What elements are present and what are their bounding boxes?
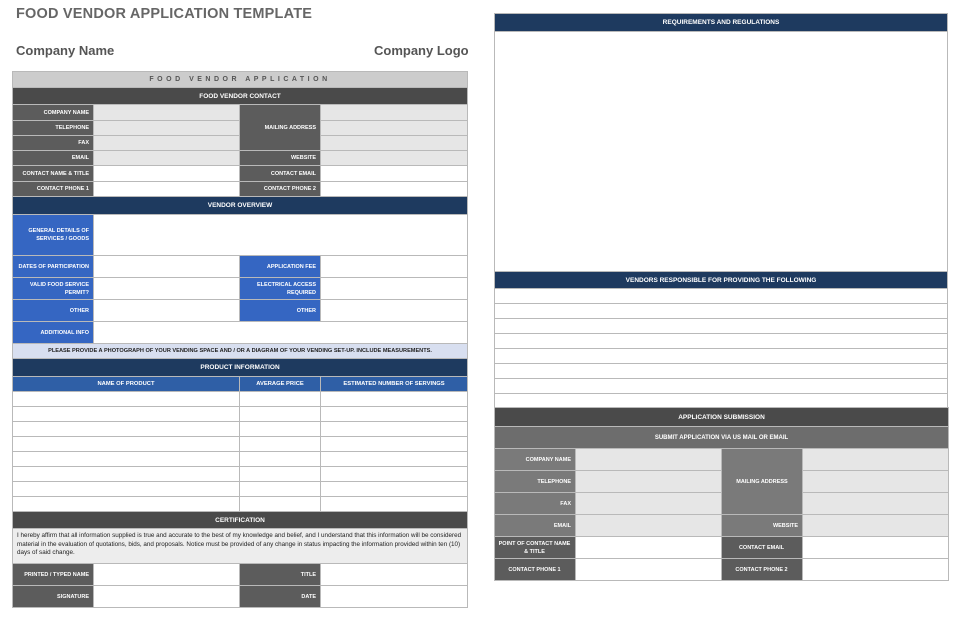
certification-text: I hereby affirm that all information supplied is true and accurate to the best of my knowledge and belief, and I understand that this information will be considered material in the evaluation of quotations, bids, and proposals. Notice must be provided of any change in status impacting the information provided within ten (10) days of said change.: [13, 529, 468, 564]
product-servings-cell[interactable]: [321, 407, 468, 422]
printed-name-field[interactable]: [94, 564, 240, 586]
vendor-responsibility-row[interactable]: [495, 349, 948, 364]
product-row: [13, 392, 468, 407]
company-name-placeholder[interactable]: Company Name: [16, 43, 115, 58]
additional-info-label: ADDITIONAL INFO: [13, 322, 94, 344]
printed-name-label: PRINTED / TYPED NAME: [13, 564, 94, 586]
contact-email-label: CONTACT EMAIL: [240, 166, 321, 182]
product-name-cell[interactable]: [13, 392, 240, 407]
date-label: DATE: [240, 586, 321, 608]
point-of-contact-field[interactable]: [576, 537, 722, 559]
title-field[interactable]: [321, 564, 468, 586]
product-price-cell[interactable]: [240, 497, 321, 512]
general-details-label: GENERAL DETAILS OF SERVICES / GOODS: [13, 215, 94, 256]
contact-email-field[interactable]: [321, 166, 468, 182]
electrical-access-label: ELECTRICAL ACCESS REQUIRED: [240, 278, 321, 300]
product-name-cell[interactable]: [13, 452, 240, 467]
product-name-cell[interactable]: [13, 467, 240, 482]
submission-telephone-field[interactable]: [576, 471, 722, 493]
form-banner: FOOD VENDOR APPLICATION: [13, 72, 468, 88]
title-label: TITLE: [240, 564, 321, 586]
submission-contact-email-field[interactable]: [803, 537, 949, 559]
email-label: EMAIL: [13, 151, 94, 166]
product-row: [13, 452, 468, 467]
submission-contact-phone-1-field[interactable]: [576, 559, 722, 581]
submission-contact-email-label: CONTACT EMAIL: [722, 537, 803, 559]
submission-mailing-address-field-2[interactable]: [803, 471, 949, 493]
submission-fax-field[interactable]: [576, 493, 722, 515]
product-name-cell[interactable]: [13, 422, 240, 437]
application-submission-section: [494, 407, 949, 581]
company-logo-placeholder[interactable]: Company Logo: [374, 43, 469, 58]
product-price-cell[interactable]: [240, 467, 321, 482]
submission-company-name-field[interactable]: [576, 449, 722, 471]
submission-mailing-address-field-3[interactable]: [803, 493, 949, 515]
submission-email-label: EMAIL: [495, 515, 576, 537]
requirements-header: REQUIREMENTS AND REGULATIONS: [495, 14, 948, 32]
submission-company-name-label: COMPANY NAME: [495, 449, 576, 471]
contact-phone-1-field[interactable]: [94, 182, 240, 197]
date-field[interactable]: [321, 586, 468, 608]
submission-mailing-address-label: MAILING ADDRESS: [722, 449, 803, 515]
product-row: [13, 482, 468, 497]
product-name-cell[interactable]: [13, 497, 240, 512]
vendor-overview-header: VENDOR OVERVIEW: [13, 197, 468, 215]
submission-contact-phone-1-label: CONTACT PHONE 1: [495, 559, 576, 581]
product-servings-cell[interactable]: [321, 482, 468, 497]
product-name-cell[interactable]: [13, 407, 240, 422]
electrical-access-field[interactable]: [321, 278, 468, 300]
company-name-label: COMPANY NAME: [13, 105, 94, 121]
submission-mailing-address-field-1[interactable]: [803, 449, 949, 471]
company-name-field[interactable]: [94, 105, 240, 121]
product-servings-cell[interactable]: [321, 497, 468, 512]
submission-fax-label: FAX: [495, 493, 576, 515]
product-name-cell[interactable]: [13, 482, 240, 497]
fax-field[interactable]: [94, 136, 240, 151]
product-row: [13, 422, 468, 437]
other-field-2[interactable]: [321, 300, 468, 322]
application-fee-field[interactable]: [321, 256, 468, 278]
certification-header: CERTIFICATION: [13, 512, 468, 529]
fax-label: FAX: [13, 136, 94, 151]
vendor-responsibility-row[interactable]: [495, 304, 948, 319]
photo-note: PLEASE PROVIDE A PHOTOGRAPH OF YOUR VENDING SPACE AND / OR A DIAGRAM OF YOUR VENDING SET-UP. INCLUDE MEASUREMENTS.: [13, 344, 468, 359]
contact-phone-2-field[interactable]: [321, 182, 468, 197]
dates-participation-label: DATES OF PARTICIPATION: [13, 256, 94, 278]
product-price-cell[interactable]: [240, 437, 321, 452]
column-header-servings: ESTIMATED NUMBER OF SERVINGS: [321, 377, 468, 392]
dates-participation-field[interactable]: [94, 256, 240, 278]
submission-website-field[interactable]: [803, 515, 949, 537]
vendors-responsible-header: VENDORS RESPONSIBLE FOR PROVIDING THE FOLLOWING: [495, 272, 948, 289]
product-information-header: PRODUCT INFORMATION: [13, 359, 468, 377]
submission-email-field[interactable]: [576, 515, 722, 537]
requirements-field[interactable]: [495, 32, 948, 272]
website-field[interactable]: [321, 151, 468, 166]
signature-label: SIGNATURE: [13, 586, 94, 608]
submission-website-label: WEBSITE: [722, 515, 803, 537]
contact-phone-1-label: CONTACT PHONE 1: [13, 182, 94, 197]
valid-permit-label: VALID FOOD SERVICE PERMIT?: [13, 278, 94, 300]
product-price-cell[interactable]: [240, 392, 321, 407]
product-servings-cell[interactable]: [321, 422, 468, 437]
other-field-1[interactable]: [94, 300, 240, 322]
column-header-product: NAME OF PRODUCT: [13, 377, 240, 392]
product-row: [13, 407, 468, 422]
signature-field[interactable]: [94, 586, 240, 608]
submit-note: SUBMIT APPLICATION VIA US MAIL OR EMAIL: [495, 427, 949, 449]
website-label: WEBSITE: [240, 151, 321, 166]
product-price-cell[interactable]: [240, 407, 321, 422]
vendor-responsibility-row[interactable]: [495, 364, 948, 379]
submission-header: APPLICATION SUBMISSION: [495, 408, 949, 427]
additional-info-field[interactable]: [94, 322, 468, 344]
point-of-contact-label: POINT OF CONTACT NAME & TITLE: [495, 537, 576, 559]
vendor-responsibility-row[interactable]: [495, 379, 948, 394]
contact-name-title-field[interactable]: [94, 166, 240, 182]
document-title: FOOD VENDOR APPLICATION TEMPLATE: [16, 6, 313, 22]
product-servings-cell[interactable]: [321, 437, 468, 452]
vendor-contact-header: FOOD VENDOR CONTACT: [13, 88, 468, 105]
telephone-field[interactable]: [94, 121, 240, 136]
submission-contact-phone-2-label: CONTACT PHONE 2: [722, 559, 803, 581]
telephone-label: TELEPHONE: [13, 121, 94, 136]
product-name-cell[interactable]: [13, 437, 240, 452]
product-price-cell[interactable]: [240, 422, 321, 437]
vendor-responsibility-row[interactable]: [495, 319, 948, 334]
contact-phone-2-label: CONTACT PHONE 2: [240, 182, 321, 197]
product-servings-cell[interactable]: [321, 452, 468, 467]
product-servings-cell[interactable]: [321, 467, 468, 482]
food-vendor-application-form: [12, 71, 468, 608]
product-servings-cell[interactable]: [321, 392, 468, 407]
other-label-1: OTHER: [13, 300, 94, 322]
product-price-cell[interactable]: [240, 452, 321, 467]
contact-name-title-label: CONTACT NAME & TITLE: [13, 166, 94, 182]
other-label-2: OTHER: [240, 300, 321, 322]
product-row: [13, 437, 468, 452]
vendor-responsibility-row[interactable]: [495, 289, 948, 304]
requirements-section: [494, 13, 948, 409]
mailing-address-field-3[interactable]: [321, 136, 468, 151]
column-header-price: AVERAGE PRICE: [240, 377, 321, 392]
product-row: [13, 497, 468, 512]
email-field[interactable]: [94, 151, 240, 166]
mailing-address-field-2[interactable]: [321, 121, 468, 136]
application-fee-label: APPLICATION FEE: [240, 256, 321, 278]
mailing-address-label: MAILING ADDRESS: [240, 105, 321, 151]
vendor-responsibility-row[interactable]: [495, 334, 948, 349]
general-details-field[interactable]: [94, 215, 468, 256]
valid-permit-field[interactable]: [94, 278, 240, 300]
mailing-address-field-1[interactable]: [321, 105, 468, 121]
product-price-cell[interactable]: [240, 482, 321, 497]
submission-contact-phone-2-field[interactable]: [803, 559, 949, 581]
submission-telephone-label: TELEPHONE: [495, 471, 576, 493]
product-row: [13, 467, 468, 482]
